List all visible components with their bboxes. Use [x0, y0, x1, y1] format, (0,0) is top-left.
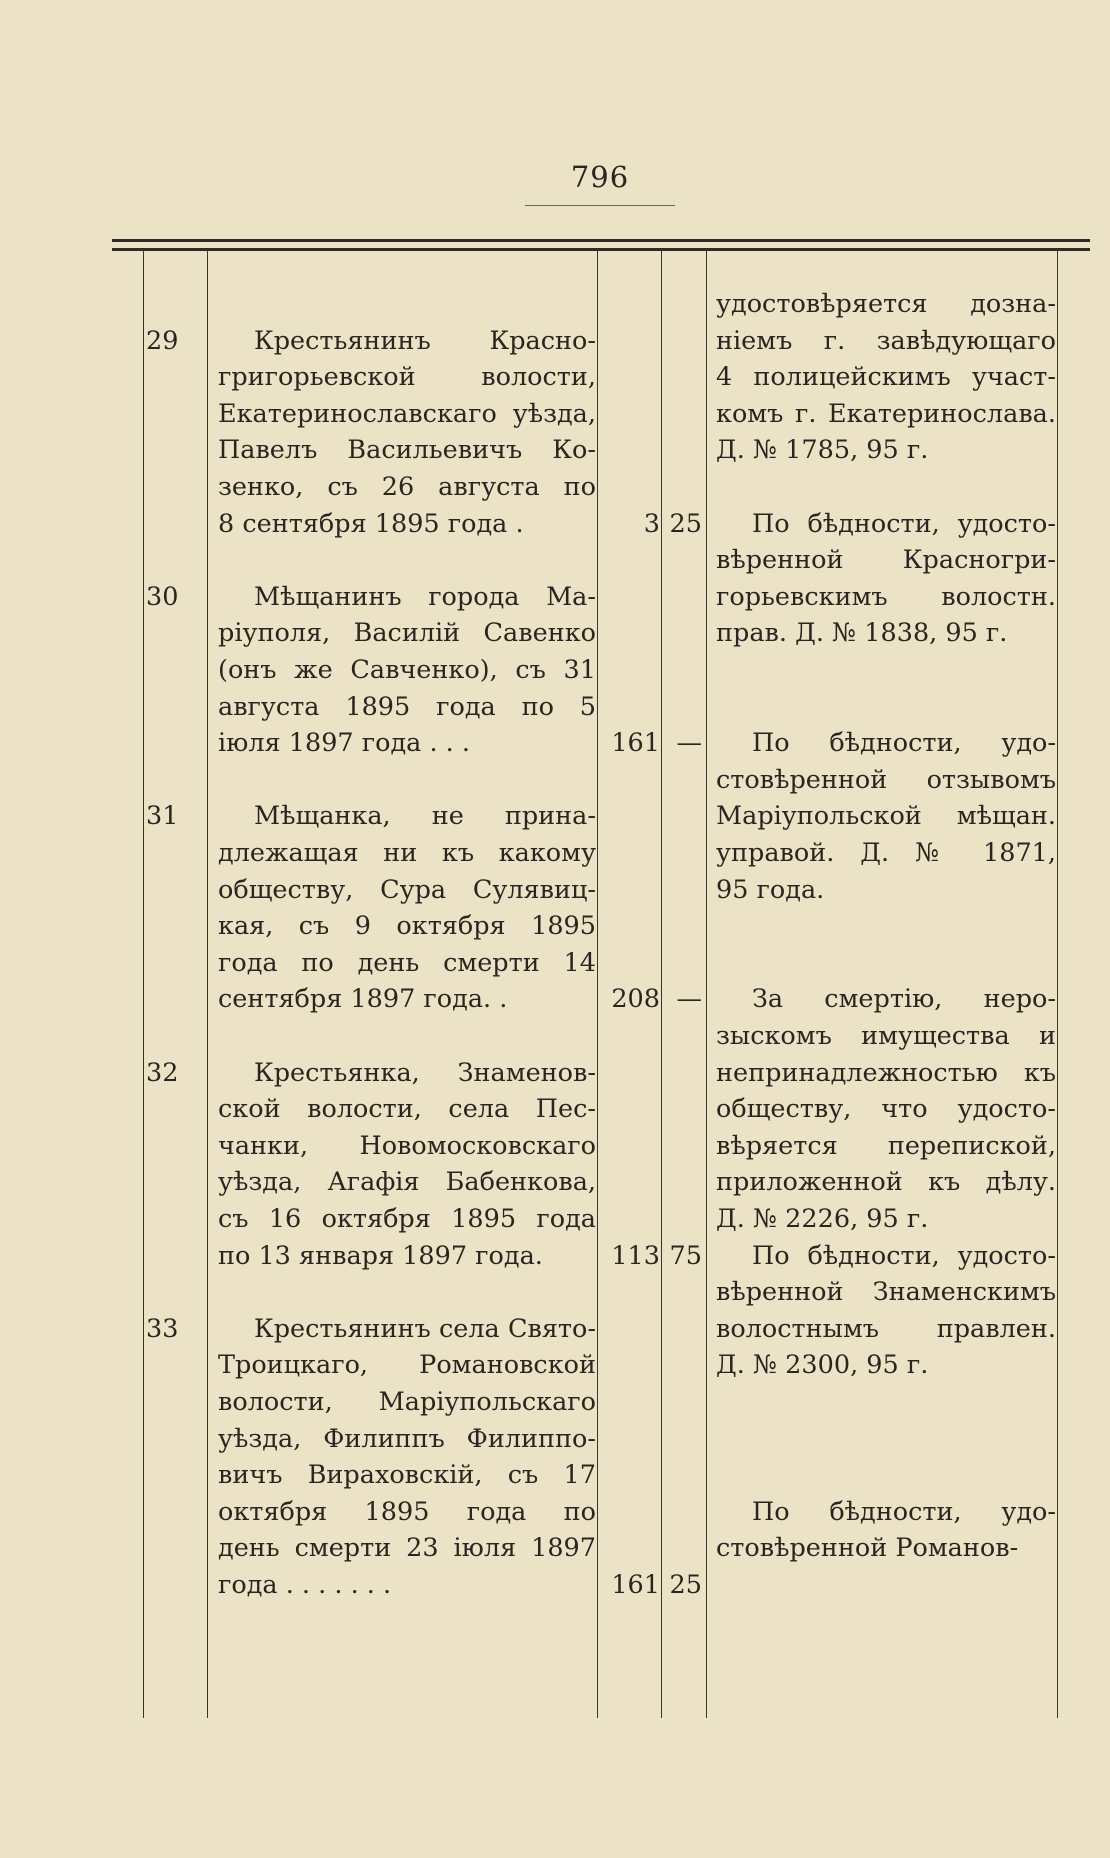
entry-description-line: уѣзда, Агафія Бабенкова, [218, 1167, 596, 1198]
amount-rubles: 161 [611, 1570, 660, 1600]
entry-reason-line: обществу, что удосто- [716, 1094, 1056, 1125]
table-top-rule [112, 239, 1090, 251]
column-rule [143, 250, 144, 1718]
entry-description-line: Троицкаго, Романовской [218, 1350, 596, 1381]
entry-description-line: года по день смерти 14 [218, 947, 596, 978]
entry-reason-line: вѣряется перепиской, [716, 1130, 1056, 1161]
entry-description-line: (онъ же Савченко), съ 31 [218, 654, 596, 685]
continued-reason-line: Д. № 1785, 95 г. [716, 435, 929, 466]
entry-reason [716, 981, 1056, 1237]
entry-description-line: Мѣщанинъ города Ма- [254, 581, 596, 612]
entry-reason-line: По бѣдности, удосто- [752, 508, 1056, 539]
entry-description-line: сентября 1897 года. . [218, 984, 508, 1015]
entry-reason-line: По бѣдности, удо- [752, 1496, 1056, 1527]
amount-rubles: 113 [611, 1240, 660, 1271]
continued-reason-line: удостовѣряется дозна- [716, 289, 1056, 319]
entry-description-line: октября 1895 года по [218, 1496, 596, 1527]
entry-reason-line: вѣренной Знаменскимъ [716, 1277, 1056, 1308]
entry-description-line: Мѣщанка, не прина- [254, 801, 596, 832]
entry-description [218, 798, 596, 1018]
entry-number: 30 [146, 581, 179, 612]
amount-kopecks: 25 [669, 1570, 702, 1600]
column-rule [706, 250, 707, 1718]
entry-reason-line: Маріупольской мѣщан. [716, 801, 1056, 832]
entry-description-line: Крестьянинъ села Свято- [254, 1313, 596, 1344]
entry-reason [716, 1238, 1056, 1384]
entry-description-line: 8 сентября 1895 года . [218, 508, 524, 539]
entry-description-line: по 13 января 1897 года. [218, 1240, 543, 1271]
entry-description [218, 579, 596, 762]
column-rule [207, 250, 208, 1718]
entry-reason-line: зыскомъ имущества и [716, 1020, 1056, 1051]
entry-description-line: Крестьянка, Знаменов- [254, 1057, 596, 1088]
entry-reason-line: приложенной къ дѣлу. [716, 1167, 1056, 1198]
entry-description-line: ріуполя, Василій Савенко [218, 618, 596, 649]
amount-kopecks: — [676, 728, 702, 759]
continued-reason-line: комъ г. Екатеринослава. [716, 398, 1056, 429]
entry-number: 29 [146, 325, 179, 356]
entry-reason-line: 95 года. [716, 874, 825, 905]
amount-rubles: 3 [643, 508, 660, 539]
entry-description-line: съ 16 октября 1895 года [218, 1203, 596, 1234]
entry-description [218, 323, 596, 543]
entry-reason [716, 725, 1056, 908]
entry-description-line: Павелъ Васильевичъ Ко- [218, 435, 596, 466]
continued-reason-line: ніемъ г. завѣдующаго [716, 325, 1056, 356]
entry-description-line: волости, Маріупольскаго [218, 1386, 596, 1417]
page-number-rule [525, 205, 675, 206]
entry-description-line: года . . . . . . . [218, 1569, 392, 1600]
entry-reason-line: стовѣренной отзывомъ [716, 764, 1056, 795]
entry-reason-line: По бѣдности, удо- [752, 728, 1056, 759]
entry-reason-line: горьевскимъ волостн. [716, 581, 1056, 612]
entry-reason-line: управой. Д. № 1871, [716, 837, 1056, 868]
entry-reason-line: волостнымъ правлен. [716, 1313, 1056, 1344]
entry-description-line: чанки, Новомосковскаго [218, 1130, 596, 1161]
column-rule [597, 250, 598, 1718]
entry-number: 32 [146, 1057, 179, 1088]
entry-description-line: Екатеринославскаго уѣзда, [218, 398, 596, 429]
entry-reason-line: По бѣдности, удосто- [752, 1240, 1056, 1271]
entry-description-line: григорьевской волости, [218, 362, 596, 393]
entry-reason [716, 1494, 1056, 1567]
entry-reason-line: За смертію, неро- [752, 984, 1056, 1015]
entry-number: 33 [146, 1313, 179, 1344]
entry-description [218, 1055, 596, 1275]
amount-kopecks: 25 [669, 508, 702, 539]
entry-description-line: Крестьянинъ Красно- [254, 325, 596, 356]
entry-reason [716, 506, 1056, 652]
entry-description-line: обществу, Сура Сулявиц- [218, 874, 596, 905]
entry-reason-line: стовѣренной Романов- [716, 1533, 1019, 1564]
entry-description-line: день смерти 23 іюля 1897 [218, 1533, 596, 1564]
amount-kopecks: — [676, 984, 702, 1015]
entry-description-line: ской волости, села Пес- [218, 1094, 596, 1125]
entry-description-line: длежащая ни къ какому [218, 837, 596, 868]
entry-description-line: августа 1895 года по 5 [218, 691, 596, 722]
entry-reason-line: Д. № 2226, 95 г. [716, 1203, 929, 1234]
amount-rubles: 161 [611, 728, 660, 759]
page-number: 796 [570, 160, 630, 194]
entry-description-line: іюля 1897 года . . . [218, 728, 470, 759]
entry-reason-line: прав. Д. № 1838, 95 г. [716, 618, 1008, 649]
amount-kopecks: 75 [669, 1240, 702, 1271]
entry-reason-line: непринадлежностью къ [716, 1057, 1056, 1088]
entry-description-line: зенко, съ 26 августа по [218, 471, 596, 502]
entry-description-line: уѣзда, Филиппъ Филиппо- [218, 1423, 596, 1454]
entry-description [218, 1311, 596, 1604]
entry-number: 31 [146, 801, 179, 832]
amount-rubles: 208 [611, 984, 660, 1015]
continued-reason [716, 286, 1056, 469]
continued-reason-line: 4 полицейскимъ участ- [716, 362, 1056, 393]
entry-description-line: кая, съ 9 октября 1895 [218, 911, 596, 942]
entry-reason-line: Д. № 2300, 95 г. [716, 1350, 929, 1381]
entry-reason-line: вѣренной Красногри- [716, 545, 1056, 576]
column-rule [1057, 250, 1058, 1718]
entry-description-line: вичъ Вираховскій, съ 17 [218, 1460, 596, 1491]
